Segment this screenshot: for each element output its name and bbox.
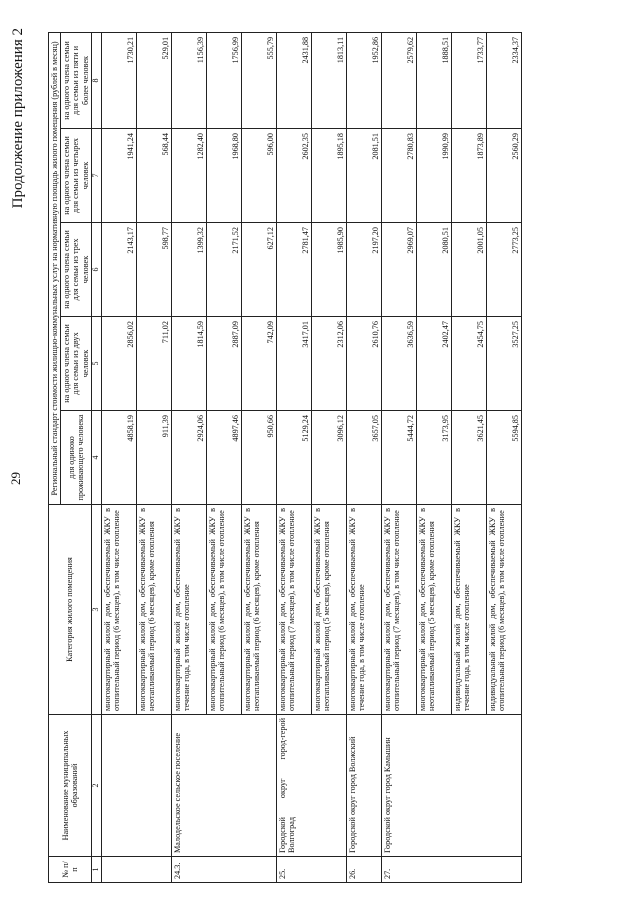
- column-index: 6: [91, 223, 101, 317]
- table-row: [101, 32, 136, 882]
- header-no: № п/п: [49, 857, 92, 883]
- value-family-3: 1985,90: [311, 223, 346, 317]
- subheader-family-4: на одного члена семьи для семьи из четырех человек: [61, 129, 92, 223]
- table-row: [276, 32, 311, 882]
- housing-category: многоквартирный жилой дом, обеспечиваемый ЖКУ в течение года, в том числе отопление: [171, 505, 206, 715]
- housing-category: многоквартирный жилой дом, обеспечиваемый ЖКУ в неотапливаемый период (5 месяцев), кроме отопления: [416, 505, 451, 715]
- value-family-2: 3527,25: [486, 317, 521, 411]
- value-family-4: 1282,40: [171, 129, 206, 223]
- value-single: 5129,24: [276, 411, 311, 505]
- value-family-2: 2312,06: [311, 317, 346, 411]
- value-family-4: 1873,89: [451, 129, 486, 223]
- value-single: 911,39: [136, 411, 171, 505]
- value-family-2: 2610,76: [346, 317, 381, 411]
- page-number: 29: [8, 472, 23, 485]
- value-single: 3096,12: [311, 411, 346, 505]
- value-family-4: 596,00: [241, 129, 276, 223]
- value-family-4: 1968,80: [206, 129, 241, 223]
- value-family-3: 2001,05: [451, 223, 486, 317]
- column-index: 4: [91, 411, 101, 505]
- value-family-5plus: 2431,88: [276, 32, 311, 128]
- value-family-2: 1814,59: [171, 317, 206, 411]
- housing-category: многоквартирный жилой дом, обеспечиваемый ЖКУ в неотапливаемый период (6 месяцев), кроме отопления: [241, 505, 276, 715]
- value-family-4: 568,44: [136, 129, 171, 223]
- value-single: 5444,72: [381, 411, 416, 505]
- value-single: 3173,95: [416, 411, 451, 505]
- value-family-4: 2780,83: [381, 129, 416, 223]
- header-standard: Региональный стандарт стоимости жилищно-коммунальных услуг на нормативную площадь жилого помещения (рублей в месяц): [49, 32, 61, 504]
- housing-category: индивидуальный жилой дом, обеспечиваемый ЖКУ в течение года, в том числе отопление: [451, 505, 486, 715]
- value-single: 3621,45: [451, 411, 486, 505]
- value-family-2: 2856,02: [101, 317, 136, 411]
- column-index: 8: [91, 32, 101, 128]
- value-single: 5594,85: [486, 411, 521, 505]
- housing-category: многоквартирный жилой дом, обеспечиваемый ЖКУ в отопительный период (6 месяцев), в том числе отопление: [101, 505, 136, 715]
- row-number: 24.3.: [171, 857, 276, 883]
- housing-category: многоквартирный жилой дом, обеспечиваемый ЖКУ в неотапливаемый период (5 месяцев), кроме отопления: [311, 505, 346, 715]
- value-family-5plus: 2579,62: [381, 32, 416, 128]
- value-family-4: 1941,24: [101, 129, 136, 223]
- value-family-4: 2081,51: [346, 129, 381, 223]
- value-family-2: 2887,09: [206, 317, 241, 411]
- value-family-3: 627,12: [241, 223, 276, 317]
- housing-category: многоквартирный жилой дом, обеспечиваемый ЖКУ в отопительный период (6 месяцев), в том числе отопление: [206, 505, 241, 715]
- table-row: [346, 32, 381, 882]
- table-row: [381, 32, 416, 882]
- value-family-2: 742,09: [241, 317, 276, 411]
- column-index: 5: [91, 317, 101, 411]
- municipality-name: [101, 715, 171, 857]
- value-family-5plus: 529,01: [136, 32, 171, 128]
- value-family-3: 598,77: [136, 223, 171, 317]
- value-family-5plus: 2334,37: [486, 32, 521, 128]
- value-family-5plus: 555,79: [241, 32, 276, 128]
- table-row: [171, 32, 206, 882]
- value-family-5plus: 1733,77: [451, 32, 486, 128]
- column-index: 3: [91, 505, 101, 715]
- value-family-2: 711,02: [136, 317, 171, 411]
- value-single: 950,66: [241, 411, 276, 505]
- value-single: 3657,05: [346, 411, 381, 505]
- value-family-5plus: 1813,11: [311, 32, 346, 128]
- header-category: Категория жилого помещения: [49, 505, 92, 715]
- value-family-2: 2402,47: [416, 317, 451, 411]
- value-family-3: 2969,07: [381, 223, 416, 317]
- value-family-5plus: 1952,86: [346, 32, 381, 128]
- row-number: 26.: [346, 857, 381, 883]
- value-family-4: 2602,35: [276, 129, 311, 223]
- value-family-5plus: 1730,21: [101, 32, 136, 128]
- value-single: 4897,46: [206, 411, 241, 505]
- housing-category: многоквартирный жилой дом, обеспечиваемый ЖКУ в отопительный период (7 месяцев), в том числе отопление: [381, 505, 416, 715]
- row-number: 27.: [381, 857, 521, 883]
- value-family-5plus: 1888,51: [416, 32, 451, 128]
- value-family-5plus: 1756,99: [206, 32, 241, 128]
- municipality-name: Городской округ город Волжский: [346, 715, 381, 857]
- column-index: 2: [91, 715, 101, 857]
- value-family-3: 2171,52: [206, 223, 241, 317]
- value-family-3: 1399,32: [171, 223, 206, 317]
- value-single: 4858,19: [101, 411, 136, 505]
- value-family-2: 3636,59: [381, 317, 416, 411]
- subheader-single: для одиноко проживающего человека: [61, 411, 92, 505]
- value-family-4: 1990,99: [416, 129, 451, 223]
- continuation-note: Продолжение приложения 2: [10, 28, 26, 209]
- housing-cost-table: [48, 32, 522, 883]
- value-family-5plus: 1156,39: [171, 32, 206, 128]
- header-municipality: Наименование муниципальных образований: [49, 715, 92, 857]
- value-family-4: 1895,18: [311, 129, 346, 223]
- subheader-family-3: на одного члена семьи для семьи из трех человек: [61, 223, 92, 317]
- municipality-name: Малодельское сельское поселение: [171, 715, 276, 857]
- value-family-4: 2560,29: [486, 129, 521, 223]
- housing-category: многоквартирный жилой дом, обеспечиваемый ЖКУ в течение года, в том числе отопление: [346, 505, 381, 715]
- row-number: 25.: [276, 857, 346, 883]
- row-number: [101, 857, 171, 883]
- column-index: 1: [91, 857, 101, 883]
- value-family-3: 2781,47: [276, 223, 311, 317]
- value-family-3: 2080,51: [416, 223, 451, 317]
- value-family-3: 2197,20: [346, 223, 381, 317]
- value-family-3: 2143,17: [101, 223, 136, 317]
- housing-category: многоквартирный жилой дом, обеспечиваемый ЖКУ в отопительный период (7 месяцев), в том числе отопление: [276, 505, 311, 715]
- subheader-family-5plus: на одного члена семьи для семьи из пяти и более человек: [61, 32, 92, 128]
- subheader-family-2: на одного члена семьи для семьи из двух человек: [61, 317, 92, 411]
- column-index: 7: [91, 129, 101, 223]
- value-family-3: 2773,25: [486, 223, 521, 317]
- municipality-name: Городской округ город Камышин: [381, 715, 521, 857]
- value-family-2: 3417,01: [276, 317, 311, 411]
- value-single: 2924,06: [171, 411, 206, 505]
- municipality-name: Городской округ город-герой Волгоград: [276, 715, 346, 857]
- housing-category: многоквартирный жилой дом, обеспечиваемый ЖКУ в неотапливаемый период (6 месяцев), кроме отопления: [136, 505, 171, 715]
- housing-category: индивидуальный жилой дом, обеспечиваемый ЖКУ в отопительный период (6 месяцев), в том числе отопление: [486, 505, 521, 715]
- value-family-2: 2454,75: [451, 317, 486, 411]
